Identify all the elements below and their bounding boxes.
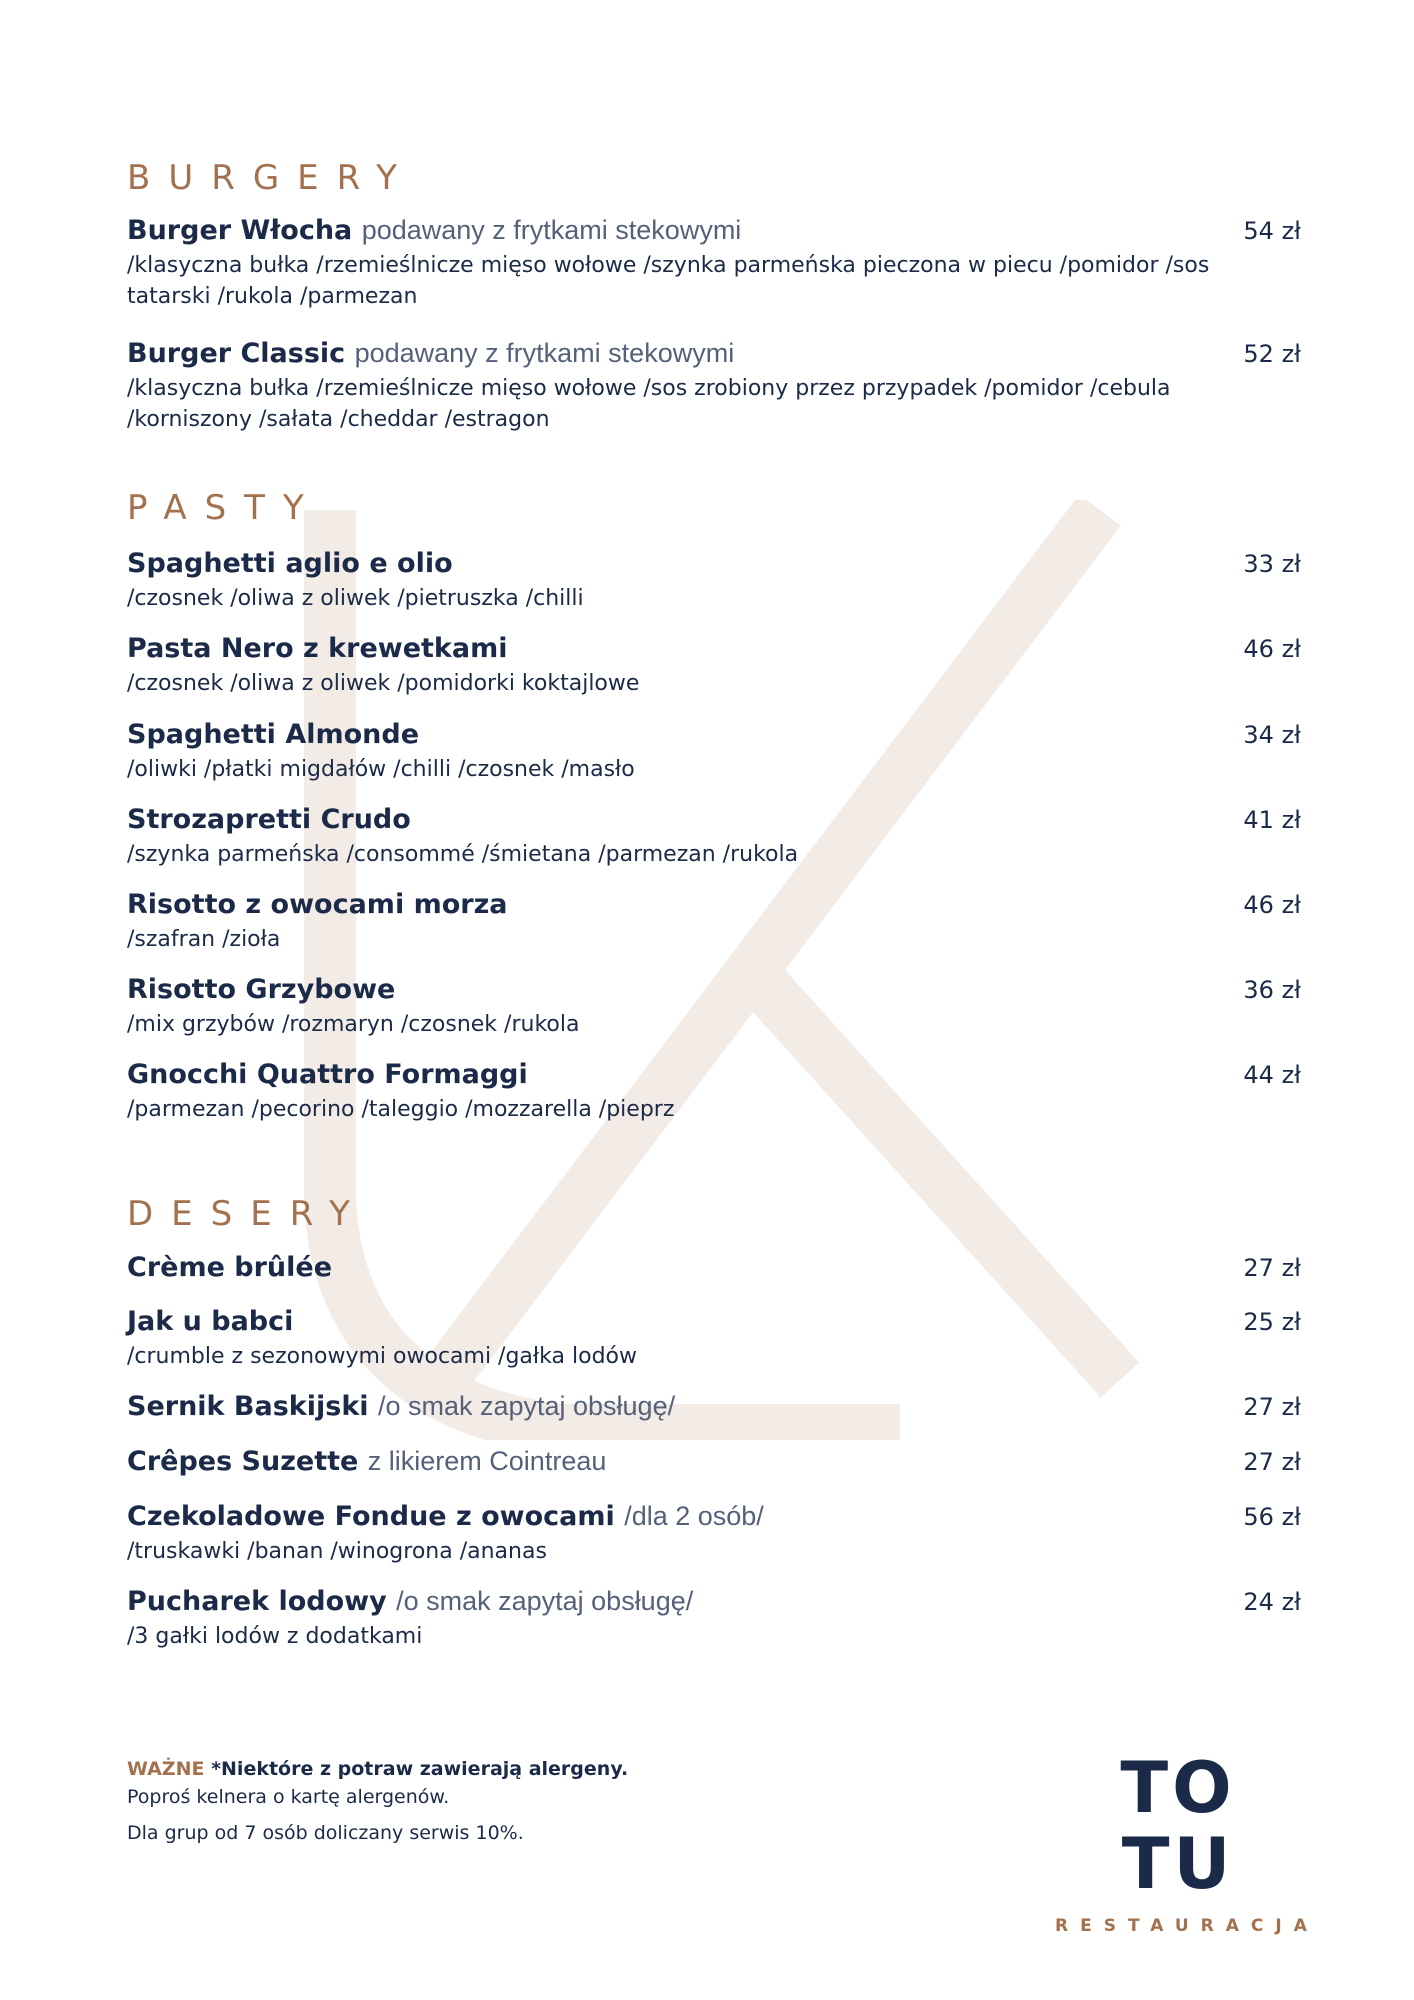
item-name: Czekoladowe Fondue z owocami [127, 1501, 615, 1532]
menu-item [127, 1306, 1301, 1372]
item-note: podawany z frytkami stekowymi [354, 338, 735, 368]
item-description: /3 gałki lodów z dodatkami [127, 1624, 423, 1649]
menu-item [127, 1059, 1301, 1125]
item-note: /o smak zapytaj obsługę/ [377, 1391, 676, 1421]
item-description: /crumble z sezonowymi owocami /gałka lodów [127, 1344, 637, 1369]
item-price: 27 zł [1243, 1254, 1301, 1282]
menu-item [127, 1446, 1301, 1477]
item-name: Gnocchi Quattro Formaggi [127, 1059, 528, 1090]
menu-item [127, 1391, 1301, 1422]
item-name: Crêpes Suzette [127, 1446, 359, 1477]
item-price: 36 zł [1243, 976, 1301, 1004]
section-title-desery: DESERY [127, 1194, 368, 1234]
item-name: Burger Włocha [127, 215, 353, 246]
logo-name: TO TU [1120, 1747, 1236, 1905]
section-title-burgery: BURGERY [127, 158, 415, 198]
section-title-pasty: PASTY [127, 488, 322, 528]
item-name: Pucharek lodowy [127, 1586, 387, 1617]
item-description: /mix grzybów /rozmaryn /czosnek /rukola [127, 1012, 580, 1037]
menu-item [127, 889, 1301, 955]
item-name: Risotto z owocami morza [127, 889, 508, 920]
item-description: /czosnek /oliwa z oliwek /pomidorki koktajlowe [127, 671, 640, 696]
item-description: /szynka parmeńska /consommé /śmietana /parmezan /rukola [127, 842, 799, 867]
item-description: /oliwki /płatki migdałów /chilli /czosnek /masło [127, 757, 635, 782]
menu-item [127, 719, 1301, 785]
important-label: WAŻNE [127, 1758, 205, 1780]
item-name: Jak u babci [127, 1306, 294, 1337]
item-price: 24 zł [1243, 1588, 1301, 1616]
allergen-note: *Niektóre z potraw zawierają alergeny. [211, 1758, 629, 1780]
service-note: Dla grup od 7 osób doliczany serwis 10%. [127, 1822, 524, 1844]
menu-item [127, 633, 1301, 699]
item-note: /o smak zapytaj obsługę/ [396, 1586, 694, 1616]
menu-item [127, 974, 1301, 1040]
item-description: /szafran /zioła [127, 927, 281, 952]
item-price: 46 zł [1243, 635, 1301, 663]
item-description: /truskawki /banan /winogrona /ananas [127, 1539, 547, 1564]
item-note: z likierem Cointreau [367, 1446, 607, 1476]
menu-item [127, 1501, 1301, 1567]
item-name: Pasta Nero z krewetkami [127, 633, 508, 664]
item-price: 44 zł [1243, 1061, 1301, 1089]
item-name: Crème brûlée [127, 1252, 333, 1283]
item-price: 33 zł [1243, 550, 1301, 578]
item-description: /klasyczna bułka /rzemieślnicze mięso wołowe /sos zrobiony przez przypadek /pomidor /cebula /korniszony /sałata /cheddar /estragon [127, 376, 1171, 432]
menu-item [127, 548, 1301, 614]
menu-item [127, 215, 1301, 312]
item-name: Burger Classic [127, 338, 346, 369]
item-price: 25 zł [1243, 1308, 1301, 1336]
item-description: /klasyczna bułka /rzemieślnicze mięso wołowe /szynka parmeńska pieczona w piecu /pomidor /sos tatarski /rukola /parmezan [127, 253, 1210, 309]
item-price: 27 zł [1243, 1393, 1301, 1421]
item-name: Spaghetti Almonde [127, 719, 420, 750]
item-name: Spaghetti aglio e olio [127, 548, 453, 579]
restaurant-logo [1055, 1747, 1319, 1936]
item-description: /parmezan /pecorino /taleggio /mozzarella /pieprz [127, 1097, 675, 1122]
item-name: Sernik Baskijski [127, 1391, 369, 1422]
item-name: Strozapretti Crudo [127, 804, 411, 835]
item-price: 52 zł [1243, 340, 1301, 368]
item-note: /dla 2 osób/ [624, 1501, 764, 1531]
menu-item [127, 804, 1301, 870]
item-note: podawany z frytkami stekowymi [361, 215, 742, 245]
item-price: 56 zł [1243, 1503, 1301, 1531]
menu-item [127, 1586, 1301, 1652]
item-name: Risotto Grzybowe [127, 974, 396, 1005]
menu-item [127, 338, 1301, 435]
item-price: 54 zł [1243, 217, 1301, 245]
item-description: /czosnek /oliwa z oliwek /pietruszka /chilli [127, 586, 584, 611]
item-price: 41 zł [1243, 806, 1301, 834]
item-price: 46 zł [1243, 891, 1301, 919]
menu-item [127, 1252, 1301, 1283]
item-price: 34 zł [1243, 721, 1301, 749]
item-price: 27 zł [1243, 1448, 1301, 1476]
ask-waiter-note: Poproś kelnera o kartę alergenów. [127, 1786, 450, 1808]
footer-notes [127, 1758, 827, 1844]
logo-subtitle: RESTAURACJA [1055, 1916, 1319, 1936]
